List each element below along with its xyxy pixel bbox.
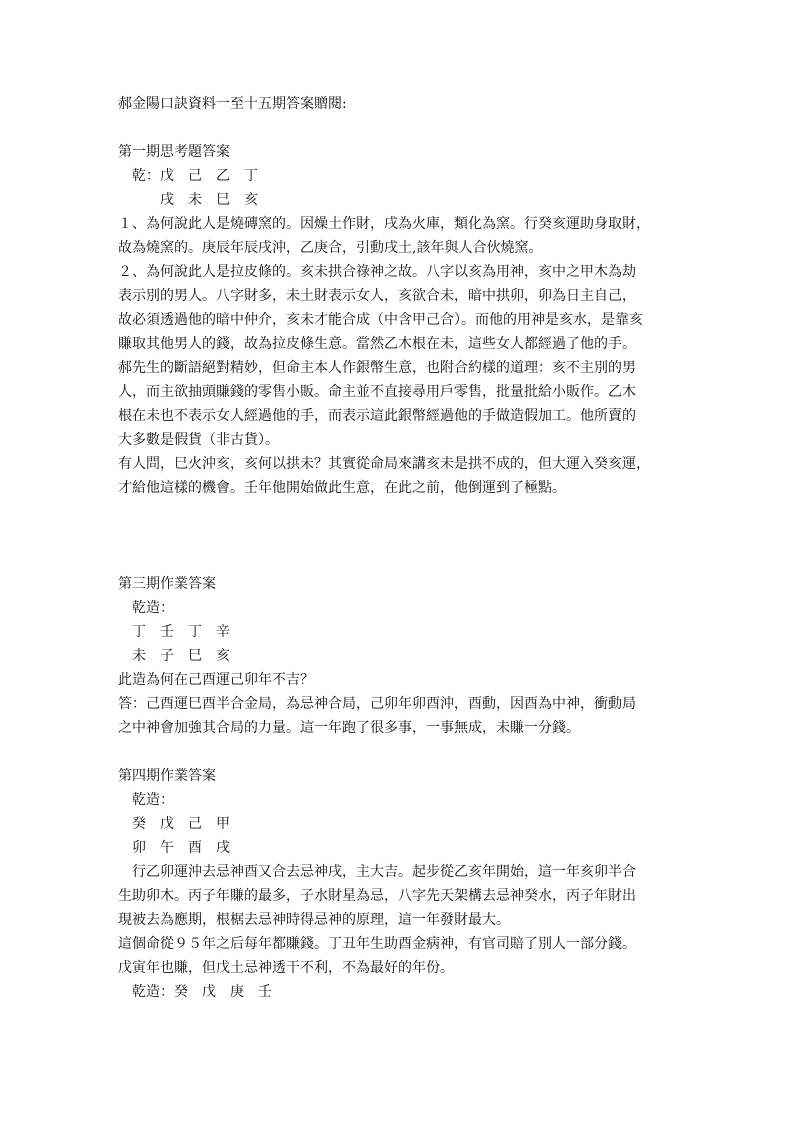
spacer: [118, 740, 678, 764]
paragraph-line: 根在未也不表示女人經過他的手，而表示這此銀幣經過他的手做造假加工。他所賣的: [118, 408, 636, 424]
paragraph-line: 戊寅年也賺，但戊土忌神透干不利，不為最好的年份。: [118, 960, 454, 976]
document-page: [118, 92, 678, 1004]
section-title-4: 第四期作業答案: [118, 768, 216, 784]
paragraph-line: 答：己酉運巳酉半合金局，為忌神合局，己卯年卯酉沖，酉動，因酉為中神，衝動局: [118, 696, 636, 712]
section-title-3: 第三期作業答案: [118, 576, 216, 592]
question-line: 此造為何在己酉運己卯年不吉？: [118, 672, 314, 688]
chart-label: 乾造：: [132, 792, 174, 808]
paragraph-line: 人，而主欲抽頭賺錢的零售小販。命主並不直接尋用戶零售，批量批給小販作。乙木: [118, 384, 636, 400]
paragraph-line: 賺取其他男人的錢，故為拉皮條生意。當然乙木根在未，這些女人都經過了他的手。: [118, 336, 636, 352]
chart-row: 戌 未 巳 亥: [160, 192, 258, 208]
paragraph-line: １、為何說此人是燒磚窯的。因燥土作財，戌為火庫，類化為窯。行癸亥運助身取財，: [118, 216, 650, 232]
paragraph-line: 故必須透過他的暗中仲介，亥未才能合成（中含甲己合）。而他的用神是亥水，是靠亥: [118, 312, 643, 328]
chart-row: 乾造：癸 戊 庚 壬: [132, 984, 272, 1000]
paragraph-line: ２、為何說此人是拉皮條的。亥未拱合祿神之故。八字以亥為用神，亥中之甲木為劫: [118, 264, 636, 280]
paragraph-line: 大多數是假貨（非古貨）。: [118, 432, 279, 448]
chart-row: 乾：戊 己 乙 丁: [132, 168, 258, 184]
chart-row: 癸 戊 己 甲: [132, 816, 230, 832]
spacer: [118, 500, 678, 572]
paragraph-line: 之中神會加強其合局的力量。這一年跑了很多事，一事無成，未賺一分錢。: [118, 720, 580, 736]
paragraph-line: 有人問，巳火沖亥，亥何以拱未？其實從命局來講亥未是拱不成的，但大運入癸亥運，: [118, 456, 650, 472]
paragraph-line: 生助卯木。丙子年賺的最多，子水財星為忌，八字先天架構去忌神癸水，丙子年財出: [118, 888, 636, 904]
paragraph-line: 這個命從９５年之后每年都賺錢。丁丑年生助酉金病神，有官司賠了別人一部分錢。: [118, 936, 636, 952]
paragraph-line: 現被去為應期，根椐去忌神時得忌神的原理，這一年發財最大。: [118, 912, 510, 928]
chart-label: 乾造：: [132, 600, 174, 616]
paragraph-line: 行乙卯運沖去忌神酉又合去忌神戌，主大吉。起步從乙亥年開始，這一年亥卯半合: [132, 864, 636, 880]
section-title-1: 第一期思考題答案: [118, 144, 230, 160]
paragraph-line: 故為燒窯的。庚辰年辰戌沖，乙庚合，引動戌土,該年與人合伙燒窯。: [118, 240, 543, 256]
paragraph-line: 表示別的男人。八字財多，未土財表示女人，亥欲合未，暗中拱卯，卯為日主自己，: [118, 288, 636, 304]
chart-row: 未 子 巳 亥: [132, 648, 230, 664]
document-title: 郝金陽口訣資料一至十五期答案贈閱:: [118, 96, 347, 112]
spacer: [118, 116, 678, 140]
chart-row: 卯 午 酉 戌: [132, 840, 230, 856]
paragraph-line: 才給他這樣的機會。壬年他開始做此生意，在此之前，他倒運到了極點。: [118, 480, 566, 496]
chart-row: 丁 壬 丁 辛: [132, 624, 230, 640]
paragraph-line: 郝先生的斷語絕對精妙，但命主本人作銀幣生意，也附合約樣的道理：亥不主別的男: [118, 360, 636, 376]
